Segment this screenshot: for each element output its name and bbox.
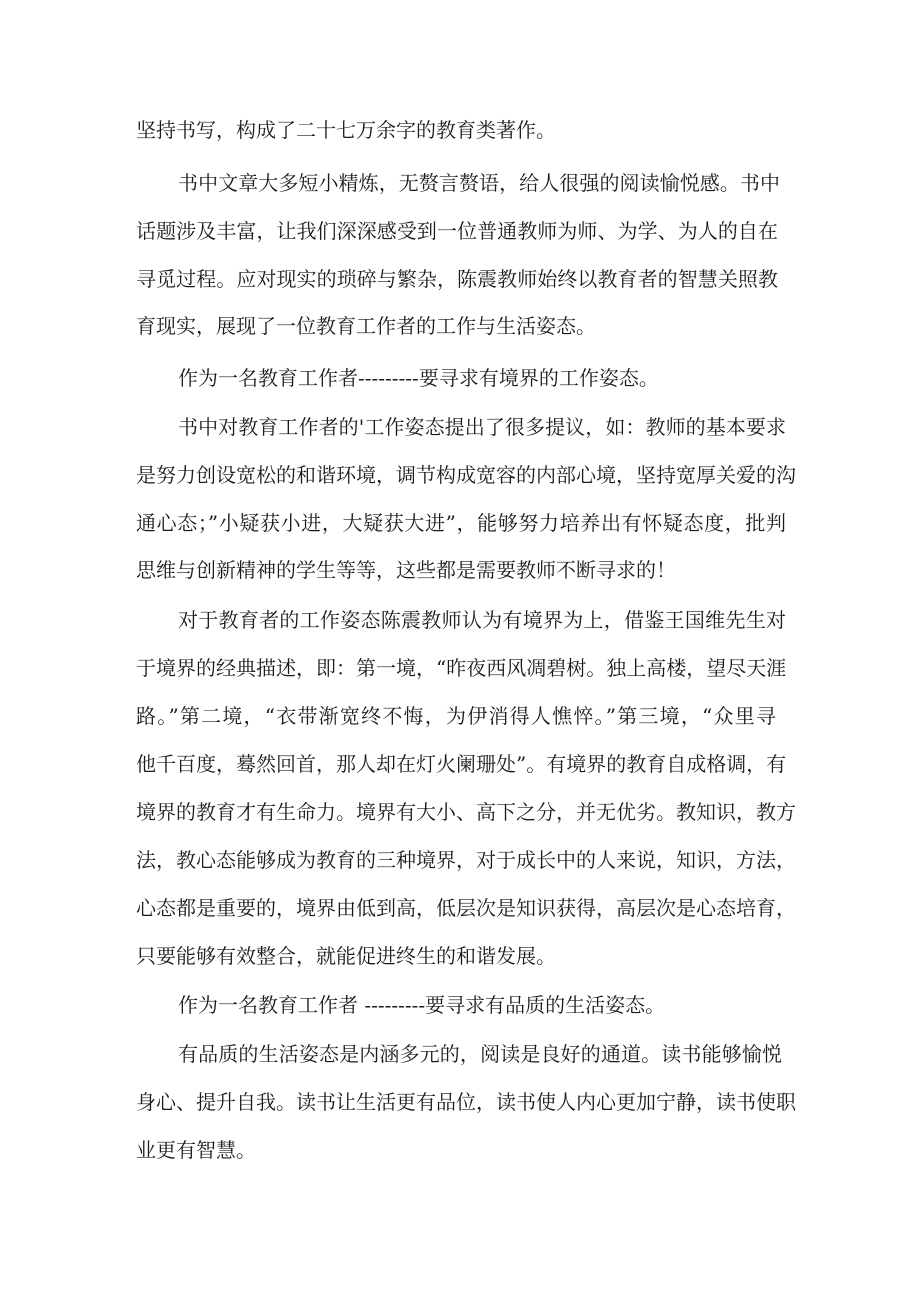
section-heading: 作为一名教育工作者---------要寻求有境界的工作姿态。 <box>178 366 659 390</box>
text-line: 坚持书写，构成了二十七万余字的教育类著作。 <box>136 118 556 142</box>
paragraph-first-line: 对于教育者的工作姿态陈震教师认为有境界为上，借鉴王国维先生对 <box>178 608 786 632</box>
section-heading: 作为一名教育工作者 ---------要寻求有品质的生活姿态。 <box>178 993 666 1017</box>
text-line: 心态都是重要的，境界由低到高，低层次是知识获得，高层次是心态培育， <box>136 896 796 920</box>
text-line: 身心、提升自我。读书让生活更有品位，读书使人内心更加宁静，读书使职 <box>136 1090 796 1114</box>
text-line: 他千百度，蓦然回首，那人却在灯火阑珊处”。有境界的教育自成格调，有 <box>136 752 787 776</box>
paragraph-first-line: 书中文章大多短小精炼，无赘言赘语，给人很强的阅读愉悦感。书中 <box>178 171 780 195</box>
text-line: 法，教心态能够成为教育的三种境界，对于成长中的人来说，知识，方法， <box>136 848 796 872</box>
text-line: 话题涉及丰富，让我们深深感受到一位普通教师为师、为学、为人的自在 <box>136 219 778 243</box>
text-line: 通心态；”小疑获小进，大疑获大进”，能够努力培养出有怀疑态度，批判 <box>136 511 786 535</box>
text-line: 寻觅过程。应对现实的琐碎与繁杂，陈震教师始终以教育者的智慧关照教 <box>136 267 778 291</box>
text-line: 育现实，展现了一位教育工作者的工作与生活姿态。 <box>136 314 596 338</box>
paragraph-first-line: 书中对教育工作者的'工作姿态提出了很多提议，如：教师的基本要求 <box>178 415 786 439</box>
text-line: 境界的教育才有生命力。境界有大小、高下之分，并无优劣。教知识，教方 <box>136 800 796 824</box>
text-line: 业更有智慧。 <box>136 1138 256 1162</box>
paragraph-first-line: 有品质的生活姿态是内涵多元的，阅读是良好的通道。读书能够愉悦 <box>178 1042 782 1066</box>
text-line: 于境界的经典描述，即：第一境，“昨夜西风凋碧树。独上高楼，望尽天涯 <box>136 656 787 680</box>
text-line: 思维与创新精神的学生等等，这些都是需要教师不断寻求的！ <box>136 558 676 582</box>
text-line: 是努力创设宽松的和谐环境，调节构成宽容的内部心境，坚持宽厚关爱的沟 <box>136 463 796 487</box>
text-line: 只要能够有效整合，就能促进终生的和谐发展。 <box>136 944 556 968</box>
text-line: 路。”第二境，“衣带渐宽终不悔，为伊消得人憔悴。”第三境，“众里寻 <box>136 704 776 728</box>
